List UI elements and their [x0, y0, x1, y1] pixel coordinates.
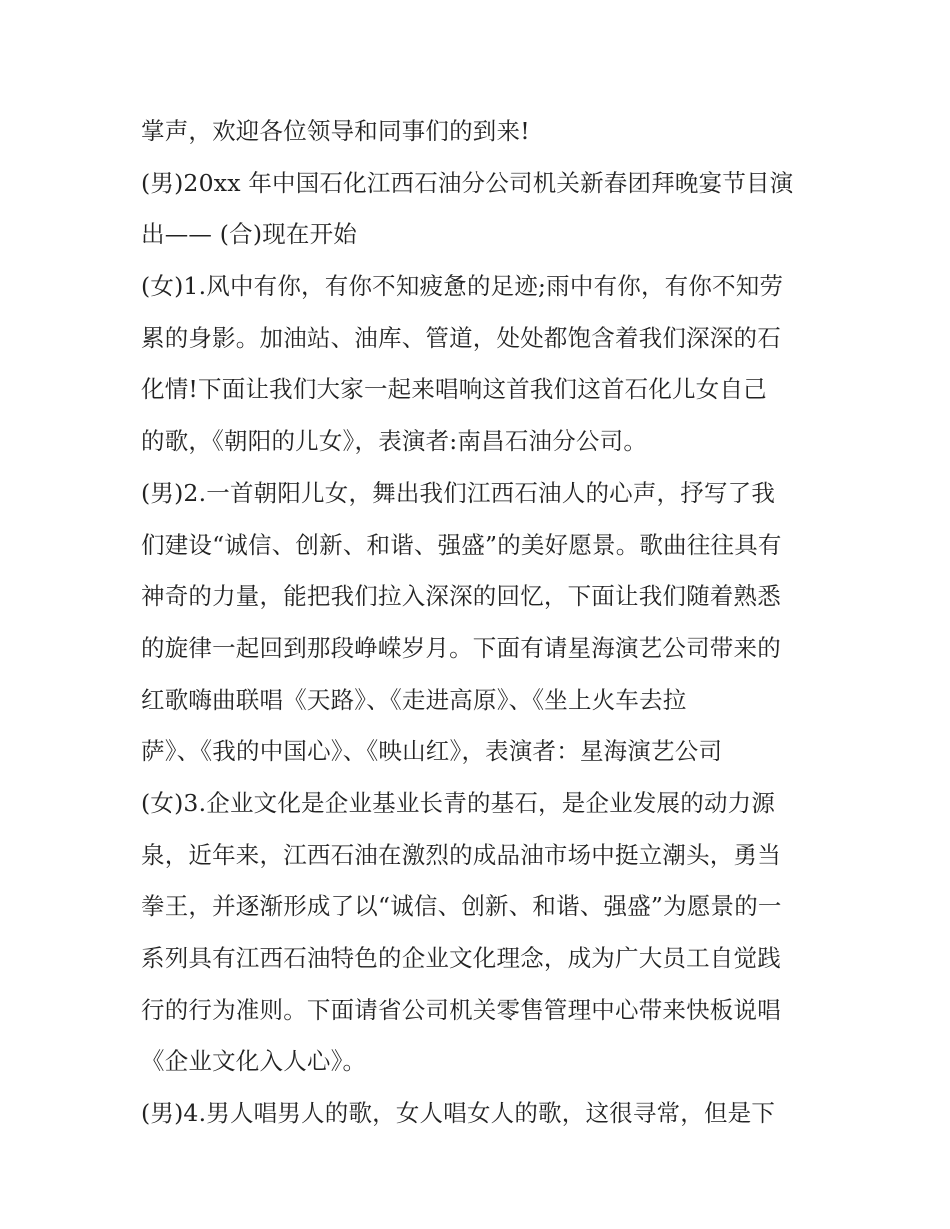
text-line: (女)1.风中有你，有你不知疲惫的足迹;雨中有你，有你不知劳: [141, 272, 784, 301]
text-line: (女)3.企业文化是企业基业长青的基石，是企业发展的动力源: [141, 788, 776, 817]
text-line: 神奇的力量，能把我们拉入深深的回忆，下面让我们随着熟悉: [141, 582, 781, 611]
text-line: (男)2.一首朝阳儿女，舞出我们江西石油人的心声，抒写了我: [141, 478, 776, 507]
document-body: [141, 106, 821, 1140]
text-line: 掌声，欢迎各位领导和同事们的到来!: [141, 117, 530, 145]
text-line: 的歌，《朝阳的儿女》，表演者:南昌石油分公司。: [141, 427, 648, 456]
text-line: 红歌嗨曲联唱《天路》、《走进高原》、《坐上火车去拉: [141, 685, 687, 714]
text-line: 化情!下面让我们大家一起来唱响这首我们这首石化儿女自己: [141, 375, 767, 404]
text-line: (男)4.男人唱男人的歌，女人唱女人的歌，这很寻常，但是下: [141, 1099, 776, 1128]
text-line: (男)20xx 年中国石化江西石油分公司机关新春团拜晚宴节目演: [141, 168, 794, 197]
text-line: 《企业文化入人心》。: [141, 1047, 367, 1076]
text-line: 的旋律一起回到那段峥嵘岁月。下面有请星海演艺公司带来的: [141, 633, 781, 662]
text-line: 拳王，并逐渐形成了以“诚信、创新、和谐、强盛”为愿景的一: [141, 892, 782, 921]
text-line: 出—— (合)现在开始: [141, 220, 358, 249]
text-line: 累的身影。加油站、油库、管道，处处都饱含着我们深深的石: [141, 323, 781, 352]
text-line: 泉，近年来，江西石油在激烈的成品油市场中挺立潮头，勇当: [141, 840, 781, 869]
text-line: 行的行为准则。下面请省公司机关零售管理中心带来快板说唱: [141, 995, 781, 1024]
text-line: 系列具有江西石油特色的企业文化理念，成为广大员工自觉践: [141, 944, 781, 972]
text-line: 萨》、《我的中国心》、《映山红》，表演者：星海演艺公司: [141, 737, 723, 766]
text-line: 们建设“诚信、创新、和谐、强盛”的美好愿景。歌曲往往具有: [141, 530, 782, 559]
